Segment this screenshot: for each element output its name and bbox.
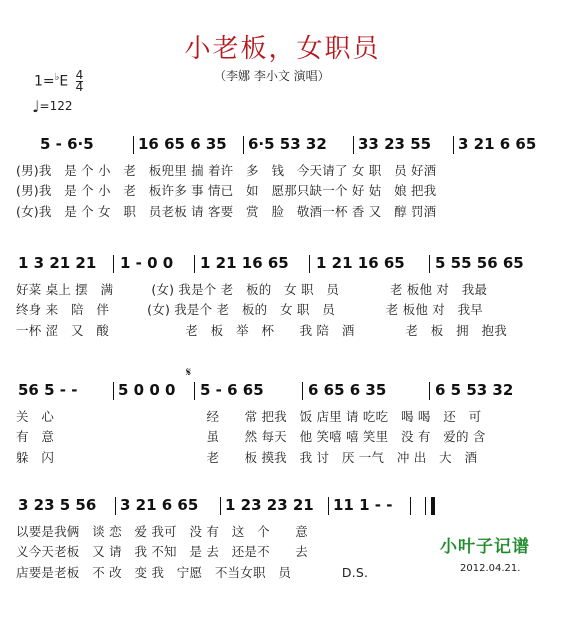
notes-row	[10, 135, 555, 157]
bar-line	[194, 382, 195, 400]
lyric-line: 好菜 桌上 摆 满 (女) 我是个 老 板的 女 职 员 老 板他 对 我最	[16, 282, 488, 297]
bar-line	[133, 136, 134, 154]
bar-line	[453, 136, 454, 154]
lyric-line: 以要是我俩 谈 恋 爱 我可 没 有 这 个 意	[16, 524, 308, 539]
lyric-line: (女)我 是 个 女 职 员老板 请 客要 赏 脸 敬酒一杯 香 又 醇 罚酒	[16, 204, 437, 219]
measure: 16 65 6 35	[138, 135, 227, 153]
time-signature	[76, 70, 84, 93]
measure: 5 - 6 65	[200, 381, 264, 399]
measure: 1 - 0 0	[120, 254, 174, 272]
measure: 3 21 6 65	[120, 496, 199, 514]
lyric-line: 有 意 虽 然 每天 他 笑嘻 嘻 笑里 没 有 爱的 含	[16, 429, 486, 444]
bar-line	[113, 255, 114, 273]
measure: 3 21 6 65	[458, 135, 537, 153]
key-prefix: 1=	[34, 73, 55, 90]
key-note: E	[59, 73, 69, 90]
tempo-value: =122	[39, 99, 73, 113]
lyric-line: 义今天老板 又 请 我 不知 是 去 还是不 去	[16, 544, 308, 559]
flat-icon: ♭	[54, 71, 60, 83]
measure: 6 65 6 35	[308, 381, 387, 399]
bar-line	[328, 497, 329, 515]
measure: 3 23 5 56	[18, 496, 97, 514]
bar-line	[302, 382, 303, 400]
lyric-line: 躲 闪 老 板 摸我 我 讨 厌 一气 冲 出 大 酒	[16, 450, 478, 465]
measure: 1 23 23 21	[225, 496, 314, 514]
notes-row	[10, 365, 555, 403]
measure: 5 0 0 0	[118, 381, 176, 399]
notes-row	[10, 496, 555, 518]
bar-line	[113, 382, 114, 400]
bar-line	[194, 255, 195, 273]
measure: 1 3 21 21	[18, 254, 97, 272]
measure: 11 1 - -	[333, 496, 393, 514]
tempo-marking	[32, 97, 73, 116]
bar-line	[243, 136, 244, 154]
bar-line	[429, 382, 430, 400]
measure: 5 55 56 65	[435, 254, 524, 272]
lyric-line: 关 心 经 常 把我 饭 店里 请 吃吃 喝 喝 还 可	[16, 409, 482, 424]
measure: 33 23 55	[358, 135, 432, 153]
measure: 1 21 16 65	[316, 254, 405, 272]
lyric-line: 终身 来 陪 伴 (女) 我是个 老 板的 女 职 员 老 板他 对 我早	[16, 302, 483, 317]
song-title: 小老板，女职员	[184, 34, 381, 64]
measure: 6 5 53 32	[435, 381, 514, 399]
transcription-date: 2012.04.21.	[460, 563, 521, 574]
lyric-line: (男)我 是 个 小 老 板许多 事 情已 如 愿那只缺一个 好 姑 娘 把我	[16, 183, 437, 198]
measure: 1 21 16 65	[200, 254, 289, 272]
bar-line	[410, 497, 411, 515]
bar-line	[115, 497, 116, 515]
lyric-line: 一杯 涩 又 酸 老 板 举 杯 我 陪 酒 老 板 拥 抱我	[16, 323, 507, 338]
time-unit: 4	[75, 80, 84, 94]
bar-line	[220, 497, 221, 515]
segno-icon: 𝄋	[186, 365, 192, 379]
bar-line	[309, 255, 310, 273]
measure: 5 - 6·5	[40, 135, 94, 153]
lyric-line: (男)我 是 个 小 老 板兜里 揣 着许 多 钱 今天请了 女 职 员 好酒	[16, 163, 437, 178]
bar-line	[429, 255, 430, 273]
quarter-note-icon: ♩	[32, 97, 40, 116]
notes-row	[10, 254, 555, 276]
singers-credit: （李娜 李小文 演唱）	[214, 69, 330, 83]
bar-line	[353, 136, 354, 154]
measure: 56 5 - -	[18, 381, 78, 399]
time-beats: 4	[75, 68, 84, 82]
transcriber-watermark: 小叶子记谱	[440, 537, 530, 557]
measure: 6·5 53 32	[248, 135, 327, 153]
final-bar-line	[425, 497, 435, 515]
lyric-line: 店要是老板 不 改 变 我 宁愿 不当女职 员 D.S.	[16, 565, 369, 580]
key-signature	[34, 70, 83, 93]
